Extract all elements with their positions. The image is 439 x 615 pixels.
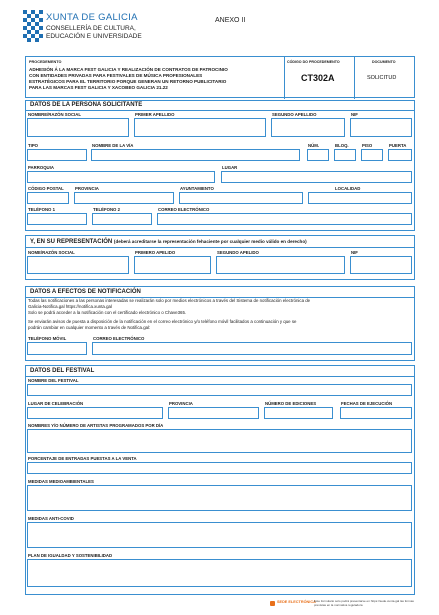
zip-field[interactable] (27, 192, 69, 204)
rep-surname2-field[interactable] (216, 256, 345, 274)
notification-text-line: Solo se podrá acceder a la notificación con el certificado electrónico o Chave365. (28, 310, 187, 315)
procedure-code-value: CT302A (301, 73, 335, 83)
applicant-name-field[interactable] (27, 118, 129, 137)
applicant-surname1-field[interactable] (134, 118, 266, 137)
place-field[interactable] (221, 171, 412, 183)
phone2-label: TELÉFONO 2 (93, 207, 120, 212)
procedure-text-line: ADHESIÓN Á LA MARCA FEST GALICIA Y REALIZACIÓN DE CONTRATOS DE PATROCINIO (29, 67, 228, 72)
procedure-text-line: PARA LAS MARCAS FEST GALICIA Y XACOBEO GALICIA 21.22 (29, 85, 168, 90)
parish-field[interactable] (27, 171, 215, 183)
notification-text-line: Todas las notificaciones a las personas interesadas se realizarán solo por medios electrónicos a través del Sistema de notificación electrónica de (28, 298, 311, 303)
place-label: LUGAR (222, 165, 238, 170)
logo-name: XUNTA DE GALICIA (46, 12, 138, 23)
number-label: NÚM. (308, 143, 319, 148)
festival-province-field[interactable] (168, 407, 259, 419)
floor-field[interactable] (361, 149, 383, 161)
environmental-field[interactable] (27, 485, 412, 511)
footer (270, 600, 420, 612)
phone1-label: TELÉFONO 1 (28, 207, 55, 212)
procedure-label: PROCEDEMENTO (29, 60, 62, 64)
equality-plan-field[interactable] (27, 559, 412, 587)
tickets-pct-field[interactable] (27, 462, 412, 474)
editions-field[interactable] (264, 407, 333, 419)
province-field[interactable] (74, 192, 174, 204)
equality-plan-label: PLAN DE IGUALDAD Y SOSTENIBILIDAD (28, 553, 113, 558)
department-line-2: EDUCACIÓN E UNIVERSIDADE (46, 33, 142, 40)
rep-name-label: NOME/RAZÓN SOCIAL (28, 250, 75, 255)
notifications-title: DATOS A EFECTOS DE NOTIFICACIÓN (30, 289, 141, 295)
notification-text-line: Se enviarán avisos de puesta a disposición de la notificación en el correo electrónico y/o teléfono móvil facilitados a continuación y que se (28, 319, 297, 324)
footer-note: Este formulario solo podrá presentarse en https://sede.xunta.gal las formas previstas en la normativa reguladora (314, 599, 414, 607)
zip-label: CÓDIGO POSTAL (28, 186, 64, 191)
dates-field[interactable] (340, 407, 412, 419)
festival-name-label: NOMBRE DEL FESTIVAL (28, 378, 79, 383)
notification-text-line: podrán cambiar en cualquier momento a través de Notifica.gal: (28, 325, 151, 330)
applicant-nif-field[interactable] (350, 118, 412, 137)
sede-logo-icon (270, 601, 275, 606)
procedure-box (25, 56, 415, 98)
address-type-label: TIPO (28, 143, 39, 148)
dates-label: FECHAS DE EJECUCIÓN (341, 401, 393, 406)
rep-nif-field[interactable] (350, 256, 412, 274)
email-field[interactable] (157, 213, 412, 225)
festival-title: DATOS DEL FESTIVAL (30, 368, 95, 374)
tickets-pct-label: PORCENTAJE DE ENTRADAS PUESTAS A LA VENTA (28, 456, 137, 461)
venue-label: LUGAR DE CELEBRACIÓN (28, 401, 84, 406)
door-label: PUERTA (389, 143, 407, 148)
notif-mobile-label: TELÉFONO MÓVIL (28, 336, 67, 341)
applicant-name-label: NOMBRE/RAZÓN SOCIAL (28, 112, 81, 117)
applicant-nif-label: NIF (351, 112, 358, 117)
xunta-logo-icon (23, 10, 43, 46)
document-value: SOLICITUD (367, 75, 397, 81)
festival-name-field[interactable] (27, 384, 412, 396)
representative-title: Y, EN SU REPRESENTACIÓN (30, 239, 113, 245)
document-label: DOCUMENTO (372, 60, 396, 64)
rep-surname2-label: SEGUNDO APELIDO (217, 250, 259, 255)
procedure-text-line: CON ENTIDADES PRIVADAS PARA FESTIVALES DE MÚSICA PROFESIONALES (29, 73, 203, 78)
venue-field[interactable] (27, 407, 163, 419)
street-field[interactable] (91, 149, 300, 161)
rep-surname1-label: PRIMERO APELIDO (135, 250, 176, 255)
phone2-field[interactable] (92, 213, 152, 225)
artists-field[interactable] (27, 429, 412, 453)
notif-mobile-field[interactable] (27, 342, 87, 355)
artists-label: NOMBRES Y/O NÚMERO DE ARTISTAS PROGRAMADOS POR DÍA (28, 423, 164, 428)
applicant-surname2-label: SEGUNDO APELLIDO (272, 112, 317, 117)
notification-text-line: Galicia-Notifica.gal https://notifica.xunta.gal (28, 304, 112, 309)
annex-label: ANEXO II (215, 17, 246, 24)
department-line-1: CONSELLERÍA DE CULTURA, (46, 25, 136, 32)
locality-field[interactable] (308, 192, 412, 204)
festival-province-label: PROVINCIA (169, 401, 193, 406)
rep-surname1-field[interactable] (134, 256, 211, 274)
council-label: AYUNTAMIENTO (180, 186, 214, 191)
editions-label: NÚMERO DE EDICIONES (265, 401, 317, 406)
floor-label: PISO (362, 143, 373, 148)
applicant-title: DATOS DE LA PERSONA SOLICITANTE (30, 102, 143, 108)
block-field[interactable] (334, 149, 356, 161)
procedure-code-label: CÓDIGO DO PROCEDEMENTO (287, 60, 340, 64)
procedure-text-line: ESTRATÉGICOS PARA EL TERRITORIO PORQUE GENERAN UN RETORNO PUBLICITARIO (29, 79, 227, 84)
parish-label: PARROQUIA (28, 165, 54, 170)
applicant-surname1-label: PRIMER APELLIDO (135, 112, 175, 117)
notif-email-field[interactable] (92, 342, 412, 355)
province-label: PROVINCIA (75, 186, 99, 191)
street-label: NOMBRE DE LA VÍA (92, 143, 134, 148)
locality-label: LOCALIDAD (335, 186, 361, 191)
covid-field[interactable] (27, 522, 412, 548)
rep-nif-label: NIF (351, 250, 358, 255)
environmental-label: MEDIDAS MEDIOAMBIENTALES (28, 479, 94, 484)
covid-label: MEDIDAS ANTI-COVID (28, 516, 74, 521)
address-type-field[interactable] (27, 149, 87, 161)
council-field[interactable] (179, 192, 303, 204)
block-label: BLOQ. (335, 143, 349, 148)
email-label: CORREO ELECTRÓNICO (158, 207, 210, 212)
number-field[interactable] (307, 149, 329, 161)
rep-name-field[interactable] (27, 256, 129, 274)
header (0, 0, 439, 60)
door-field[interactable] (388, 149, 412, 161)
footer-brand: SEDE ELECTRÓNICA (277, 600, 316, 604)
applicant-surname2-field[interactable] (271, 118, 345, 137)
notif-email-label: CORREO ELECTRÓNICO (93, 336, 145, 341)
representative-subtitle: (deberá acreditarse la representación fehaciente por cualquier medio válido en derecho) (113, 239, 307, 244)
phone1-field[interactable] (27, 213, 87, 225)
